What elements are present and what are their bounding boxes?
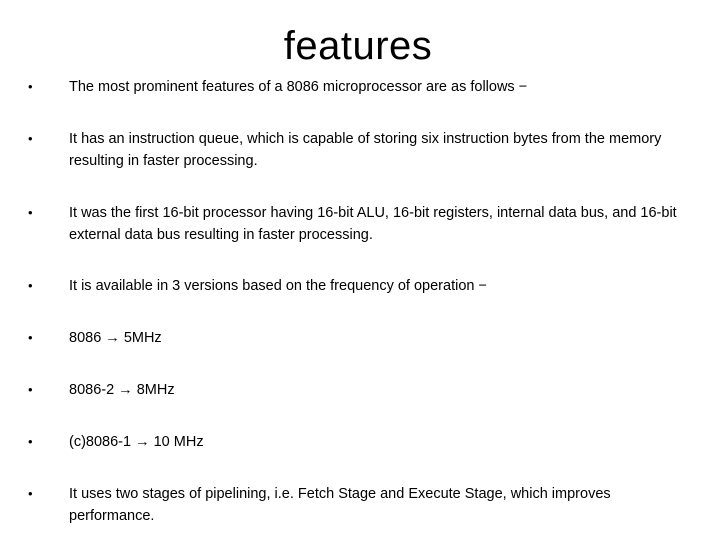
slide-title: features bbox=[283, 24, 433, 68]
bullet-text: It was the first 16-bit processor having 16-bit ALU, 16-bit registers, internal data bus, and 16-bit external data bus resulting in faster processing. bbox=[69, 205, 677, 243]
bullet-dot: • bbox=[28, 278, 33, 293]
bullet-dot: • bbox=[28, 330, 33, 345]
bullet-text: It is available in 3 versions based on the frequency of operation − bbox=[69, 278, 487, 294]
bullet-text: 8086-2 → 8MHz bbox=[69, 382, 175, 398]
bullet-dot: • bbox=[28, 205, 33, 220]
bullet-dot: • bbox=[28, 79, 33, 94]
bullet-text: (c)8086-1 → 10 MHz bbox=[69, 434, 204, 450]
bullet-dot: • bbox=[28, 486, 33, 501]
bullet-text: The most prominent features of a 8086 microprocessor are as follows − bbox=[69, 79, 528, 95]
bullet-text: It uses two stages of pipelining, i.e. Fetch Stage and Execute Stage, which improves performance. bbox=[69, 486, 611, 524]
bullet-dot: • bbox=[28, 131, 33, 146]
bullet-text: 8086 → 5MHz bbox=[69, 330, 162, 346]
bullet-dot: • bbox=[28, 434, 33, 449]
bullet-dot: • bbox=[28, 382, 33, 397]
bullet-text: It has an instruction queue, which is capable of storing six instruction bytes from the memory resulting in faster processing. bbox=[69, 131, 662, 169]
